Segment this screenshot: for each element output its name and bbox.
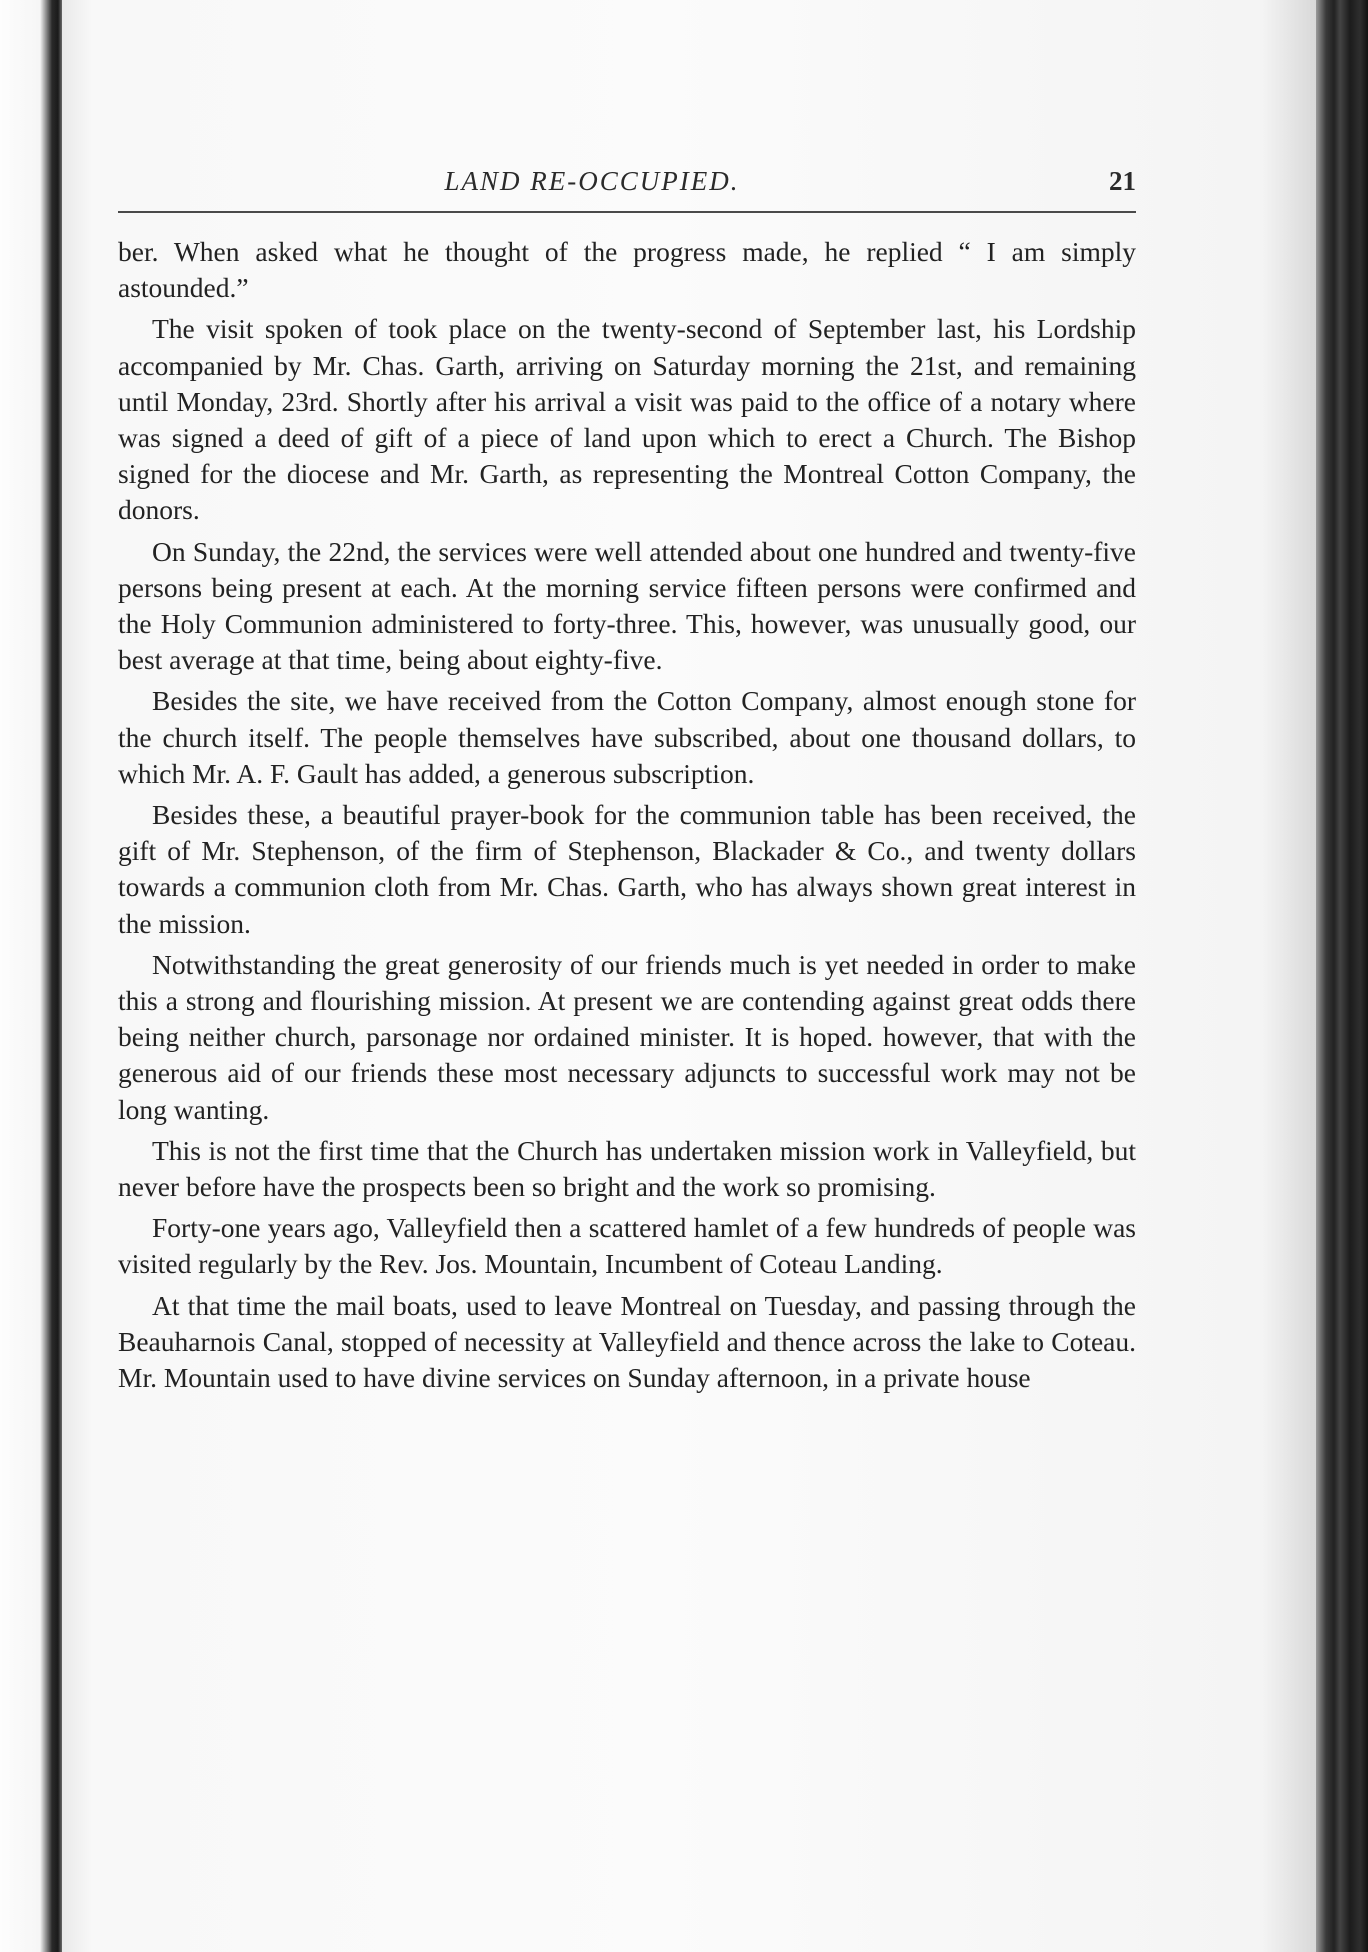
paragraph: Besides the site, we have received from the Cotton Company, almost enough stone for the church itself. The people themselves have subscribed, about one thousand dollars, to which Mr. A. F. Gault has added, a generous subscription.: [118, 685, 1136, 789]
page-number: 21: [1109, 166, 1136, 196]
page-header: [118, 166, 1136, 202]
paragraph: Besides these, a beautiful prayer-book for the communion table has been received, the gift of Mr. Stephenson, of the firm of Stephenson, Blackader & Co., and twenty dollars towards a communion cloth from Mr. Chas. Garth, who has always shown great interest in the mission.: [118, 799, 1136, 939]
paragraph: At that time the mail boats, used to leave Montreal on Tuesday, and passing through the Beauharnois Canal, stopped of necessity at Valleyfield and thence across the lake to Coteau. Mr. Mountain used to have divine services on Sunday afternoon, in a private house: [118, 1289, 1136, 1394]
paragraph: ber. When asked what he thought of the progress made, he replied “ I am simply astounded.”: [118, 236, 1136, 304]
header-rule: [118, 211, 1136, 213]
paragraph: This is not the first time that the Church has undertaken mission work in Valleyfield, but never before have the prospects been so bright and the work so promising.: [118, 1134, 1136, 1203]
paragraph: Notwithstanding the great generosity of our friends much is yet needed in order to make this a strong and flourishing mission. At present we are contending against great odds there being neither church, parsonage nor ordained minister. It is hoped. however, that with the generous aid of our friends these most necessary adjuncts to successful work may not be long wanting.: [118, 948, 1136, 1125]
left-page-gutter: [0, 0, 62, 1952]
running-title: LAND RE-OCCUPIED.: [444, 166, 740, 196]
paragraph: On Sunday, the 22nd, the services were well attended about one hundred and twenty-five persons being present at each. At the morning service fifteen persons were confirmed and the Holy Communion administered to forty-three. This, however, was unusually good, our best average at that time, being about eighty-five.: [118, 535, 1136, 676]
body-text: [118, 234, 1136, 1401]
paragraph: Forty-one years ago, Valleyfield then a scattered hamlet of a few hundreds of people was visited regularly by the Rev. Jos. Mountain, Incumbent of Coteau Landing.: [118, 1212, 1136, 1280]
book-spine-edge: [1316, 0, 1368, 1952]
paragraph: The visit spoken of took place on the twenty-second of September last, his Lordship accompanied by Mr. Chas. Garth, arriving on Saturday morning the 21st, and remaining until Monday, 23rd. Shortly after his arrival a visit was paid to the office of a notary where was signed a deed of gift of a piece of land upon which to erect a Church. The Bishop signed for the diocese and Mr. Garth, as representing the Montreal Cotton Company, the donors.: [118, 313, 1136, 526]
